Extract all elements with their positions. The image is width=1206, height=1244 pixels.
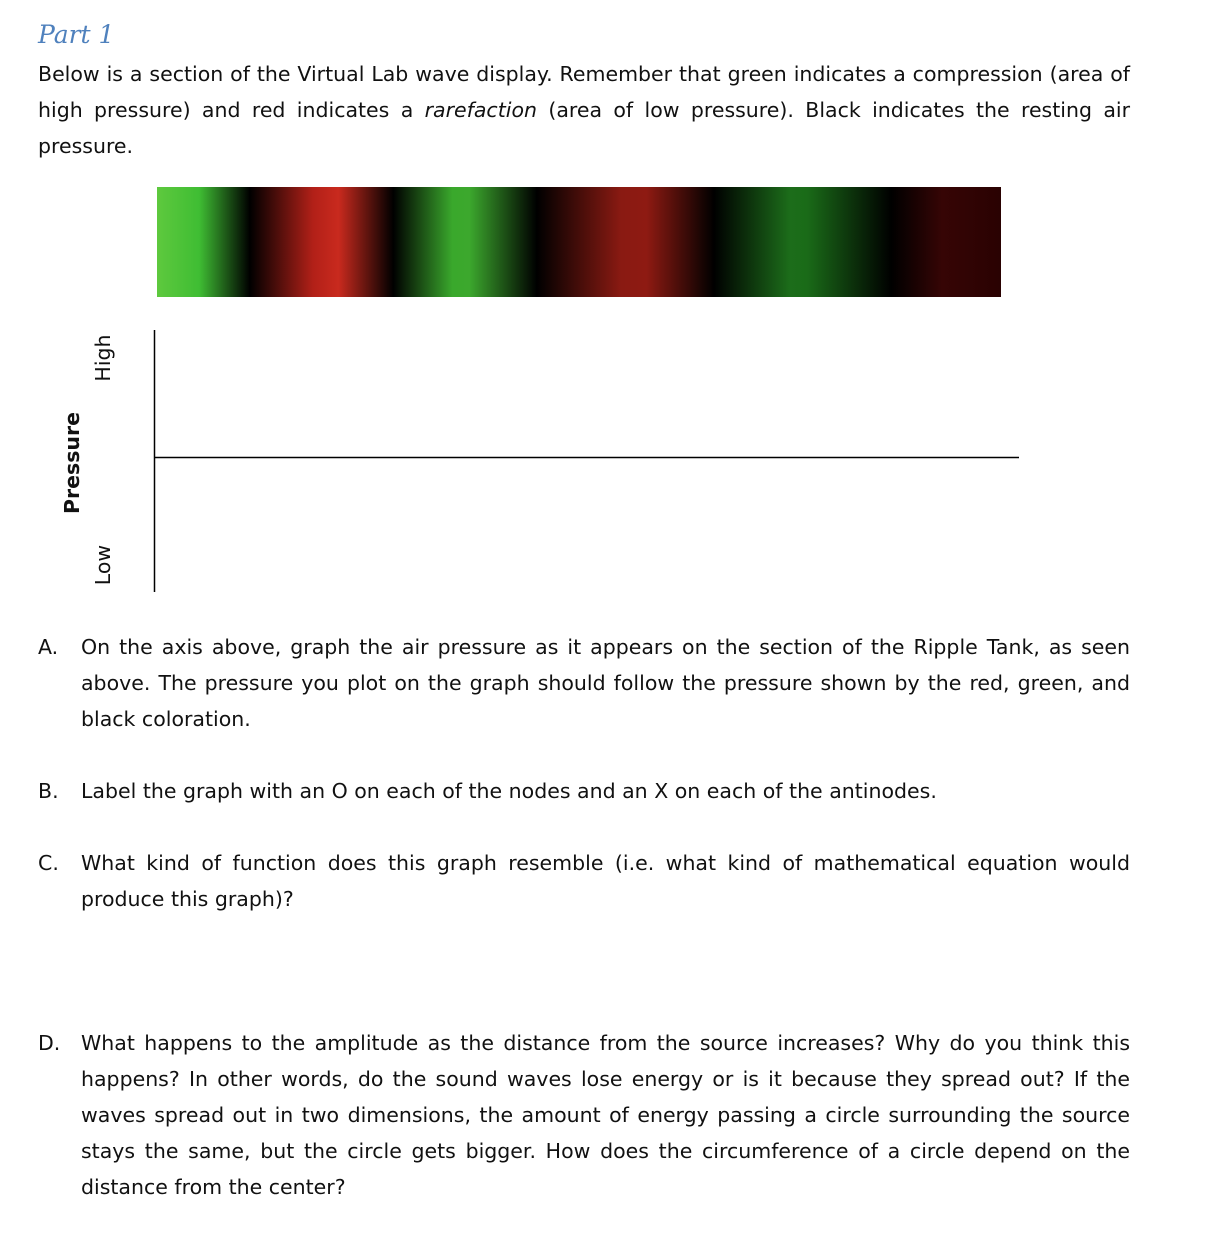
question-text: On the axis above, graph the air pressure as it appears on the section of the Ripple Tank, as seen above. The pressure you plot on the graph should follow the pressure shown by the red, green, and black coloration. xyxy=(81,635,1130,731)
intro-text-end: (area of low pressure). Black indicates the resting air pressure. xyxy=(38,98,1131,158)
part-heading: Part 1 xyxy=(38,20,115,49)
intro-text-start: Below is a section of the Virtual Lab wave display. Remember that green indicates a compression (area of high pressure) and red indicates a xyxy=(38,62,1130,122)
pressure-graph-axes xyxy=(140,320,1030,600)
question-letter: C. xyxy=(38,851,59,875)
question-text: What happens to the amplitude as the distance from the source increases? Why do you think this happens? In other words, do the sound waves lose energy or is it because they spread out? If the waves spread out in two dimensions, the amount of energy passing a circle surrounding the source stays the same, but the circle gets bigger. How does the circumference of a circle depend on the distance from the center? xyxy=(81,1031,1130,1199)
question-b xyxy=(38,773,1130,809)
question-text: What kind of function does this graph resemble (i.e. what kind of mathematical equation would produce this graph)? xyxy=(81,851,1130,911)
y-axis-title: Pressure xyxy=(60,411,84,515)
question-a xyxy=(38,629,1130,737)
question-text: Label the graph with an O on each of the nodes and an X on each of the antinodes. xyxy=(81,779,937,803)
y-axis-low-label: Low xyxy=(91,544,115,586)
question-letter: B. xyxy=(38,779,59,803)
y-axis-high-label: High xyxy=(91,334,115,382)
question-d xyxy=(38,1025,1130,1205)
question-letter: D. xyxy=(38,1031,61,1055)
question-letter: A. xyxy=(38,635,59,659)
question-c xyxy=(38,845,1130,917)
intro-italic-term: rarefaction xyxy=(424,98,537,122)
wave-display-band xyxy=(157,187,1001,297)
intro-paragraph xyxy=(38,56,1130,164)
